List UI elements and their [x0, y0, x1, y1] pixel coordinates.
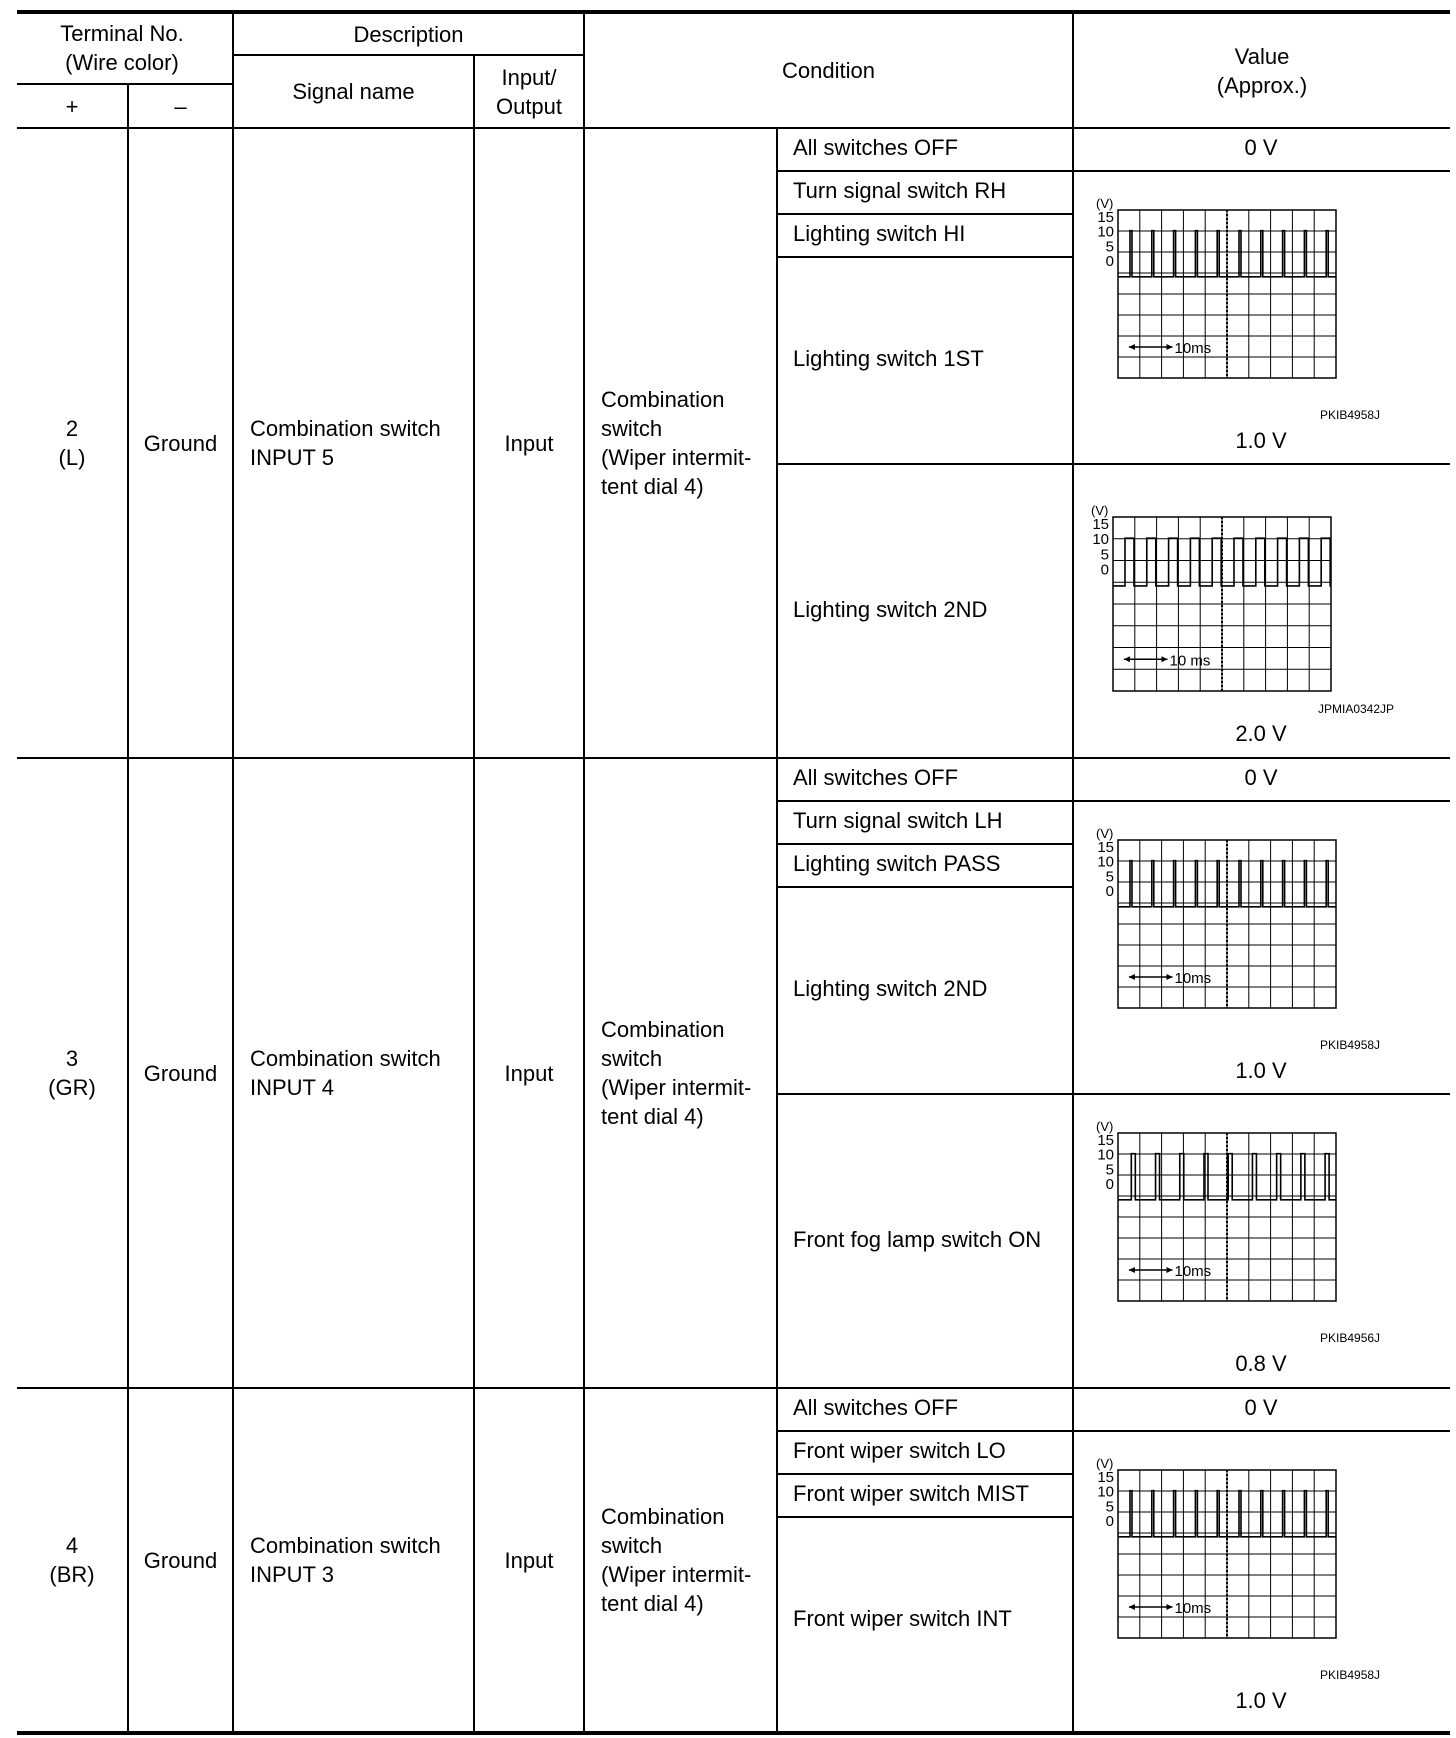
figure-code: PKIB4958J: [1320, 408, 1381, 422]
ground-label: Ground: [143, 430, 218, 456]
oscilloscope-waveform: [1086, 1119, 1340, 1305]
condition-label: Turn signal switch LH: [793, 808, 1003, 833]
axis-tick: 5: [1105, 1498, 1114, 1516]
time-division-label: 10ms: [1174, 1263, 1212, 1280]
axis-unit: (V): [1096, 196, 1114, 211]
value-text: 0.8 V: [1235, 1351, 1287, 1376]
value-text: 0 V: [1244, 1395, 1278, 1420]
condition-label: Turn signal switch RH: [793, 178, 1007, 203]
axis-tick: 10: [1097, 1146, 1114, 1164]
axis-tick: 5: [1105, 238, 1114, 256]
value-text: 2.0 V: [1235, 721, 1287, 746]
axis-tick: 15: [1097, 1469, 1114, 1486]
input-output: Input: [504, 1547, 554, 1573]
value-text: 0 V: [1244, 765, 1278, 790]
axis-tick: 10: [1097, 1483, 1114, 1501]
axis-tick: 5: [1105, 1161, 1114, 1179]
axis-tick: 0: [1105, 1513, 1114, 1531]
value-text: 1.0 V: [1235, 1058, 1287, 1083]
condition-label: Front wiper switch MIST: [793, 1481, 1029, 1506]
ground-label: Ground: [143, 1060, 218, 1086]
axis-tick: 15: [1092, 516, 1109, 533]
header-minus: –: [174, 93, 187, 119]
terminal-number: 2 (L): [58, 416, 86, 470]
axis-tick: 0: [1105, 883, 1114, 901]
signal-name: Combination switch INPUT 4: [250, 1046, 441, 1100]
condition-label: Lighting switch HI: [793, 221, 966, 246]
axis-tick: 10: [1097, 853, 1114, 871]
oscilloscope-waveform: [1086, 196, 1340, 382]
header-input-output: Input/ Output: [495, 64, 563, 119]
header-value: Value (Approx.): [1216, 43, 1308, 98]
header-plus: +: [65, 93, 79, 119]
axis-tick: 10: [1092, 531, 1109, 549]
axis-tick: 0: [1105, 253, 1114, 271]
time-division-label: 10 ms: [1169, 652, 1211, 670]
value-text: 1.0 V: [1235, 1688, 1287, 1713]
header-terminal: Terminal No. (Wire color): [60, 21, 184, 75]
header-description: Description: [353, 21, 464, 47]
axis-unit: (V): [1096, 1119, 1114, 1134]
header-condition: Condition: [782, 58, 875, 83]
axis-tick: 15: [1097, 839, 1114, 856]
axis-tick: 5: [1105, 868, 1114, 886]
axis-tick: 0: [1100, 561, 1109, 579]
figure-code: PKIB4956J: [1320, 1331, 1381, 1345]
condition-label: All switches OFF: [793, 765, 959, 790]
figure-code: PKIB4958J: [1320, 1038, 1381, 1052]
condition-group: Combination switch (Wiper intermit- tent dial 4): [601, 1504, 752, 1616]
condition-label: Lighting switch 1ST: [793, 346, 984, 371]
condition-label: Front wiper switch LO: [793, 1438, 1006, 1463]
condition-label: Lighting switch PASS: [793, 851, 1001, 876]
condition-label: Lighting switch 2ND: [793, 597, 988, 622]
signal-name: Combination switch INPUT 3: [250, 1533, 441, 1587]
condition-group: Combination switch (Wiper intermit- tent dial 4): [601, 1017, 752, 1129]
oscilloscope-waveform: [1086, 1456, 1340, 1642]
terminal-number: 3 (GR): [48, 1046, 96, 1100]
oscilloscope-waveform: [1086, 826, 1340, 1012]
input-output: Input: [504, 1060, 554, 1086]
axis-tick: 10: [1097, 223, 1114, 241]
axis-unit: (V): [1091, 503, 1109, 518]
time-division-label: 10ms: [1174, 970, 1212, 987]
condition-label: Front wiper switch INT: [793, 1606, 1012, 1631]
figure-code: PKIB4958J: [1320, 1668, 1381, 1682]
condition-group: Combination switch (Wiper intermit- tent dial 4): [601, 387, 752, 499]
condition-label: Lighting switch 2ND: [793, 976, 988, 1001]
terminal-number: 4 (BR): [49, 1533, 95, 1587]
input-output: Input: [504, 430, 554, 456]
axis-unit: (V): [1096, 1456, 1114, 1471]
axis-tick: 0: [1105, 1176, 1114, 1194]
time-division-label: 10ms: [1174, 340, 1212, 357]
time-division-label: 10ms: [1174, 1600, 1212, 1617]
axis-unit: (V): [1096, 826, 1114, 841]
value-text: 0 V: [1244, 135, 1278, 160]
condition-label: All switches OFF: [793, 135, 959, 160]
axis-tick: 15: [1097, 209, 1114, 226]
figure-code: JPMIA0342JP: [1318, 702, 1395, 716]
value-text: 1.0 V: [1235, 428, 1287, 453]
signal-name: Combination switch INPUT 5: [250, 416, 441, 470]
ground-label: Ground: [143, 1547, 218, 1573]
oscilloscope-waveform: [1081, 503, 1335, 695]
condition-label: Front fog lamp switch ON: [793, 1227, 1042, 1252]
condition-label: All switches OFF: [793, 1395, 959, 1420]
axis-tick: 15: [1097, 1132, 1114, 1149]
axis-tick: 5: [1100, 546, 1109, 564]
header-signal-name: Signal name: [292, 79, 415, 104]
